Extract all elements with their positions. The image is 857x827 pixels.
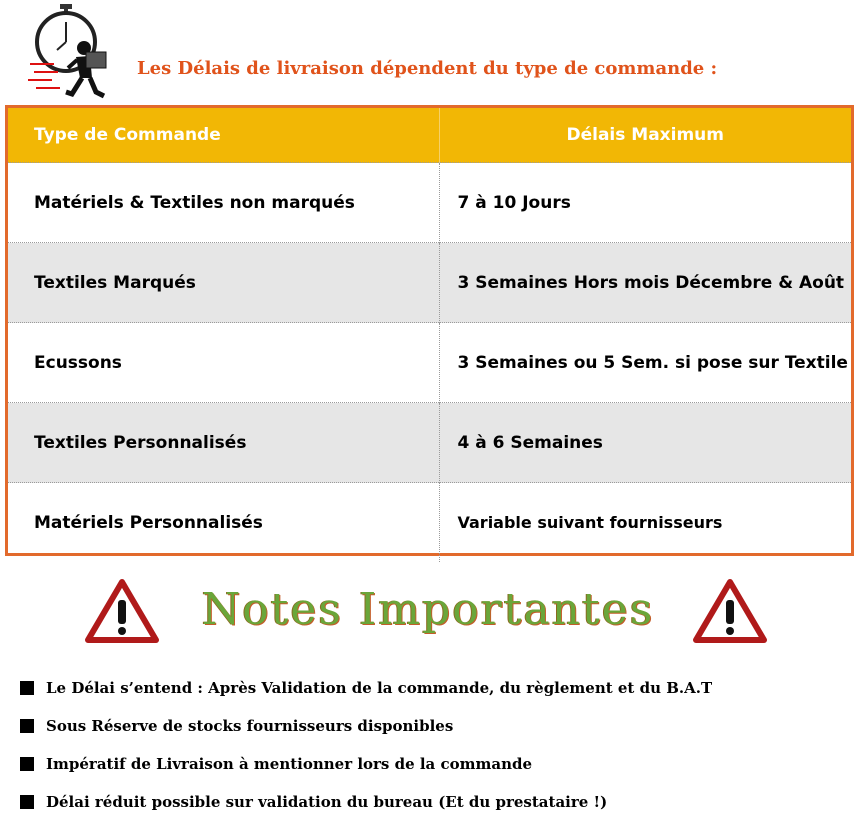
table-row	[8, 483, 851, 563]
courier-stopwatch-icon	[24, 4, 120, 104]
header	[0, 0, 857, 105]
delay-cell: Variable suivant fournisseurs	[439, 483, 851, 563]
table-row	[8, 243, 851, 323]
list-item	[20, 713, 712, 751]
warning-icon	[692, 578, 768, 644]
order-type-cell: Ecussons	[8, 323, 439, 403]
delay-cell: 7 à 10 Jours	[439, 163, 851, 243]
table-row	[8, 163, 851, 243]
notes-title: Notes Importantes	[201, 584, 655, 635]
delivery-table	[5, 105, 854, 556]
note-text: Le Délai s’entend : Après Validation de la commande, du règlement et du B.A.T	[46, 679, 713, 697]
bullet-square-icon	[20, 795, 34, 809]
note-text: Délai réduit possible sur validation du bureau (Et du prestataire !)	[46, 793, 608, 811]
column-header-type: Type de Commande	[8, 108, 439, 163]
bullet-square-icon	[20, 681, 34, 695]
table-row	[8, 323, 851, 403]
order-type-cell: Textiles Marqués	[8, 243, 439, 323]
list-item	[20, 789, 712, 827]
notes-title-banner	[0, 578, 857, 648]
order-type-cell: Matériels Personnalisés	[8, 483, 439, 563]
list-item	[20, 751, 712, 789]
bullet-square-icon	[20, 719, 34, 733]
order-type-cell: Matériels & Textiles non marqués	[8, 163, 439, 243]
delay-cell: 3 Semaines Hors mois Décembre & Août	[439, 243, 851, 323]
note-text: Sous Réserve de stocks fournisseurs disponibles	[46, 717, 454, 735]
table-row	[8, 403, 851, 483]
order-type-cell: Textiles Personnalisés	[8, 403, 439, 483]
column-header-delay: Délais Maximum	[439, 108, 851, 163]
table-header-row	[8, 108, 851, 163]
delay-cell: 3 Semaines ou 5 Sem. si pose sur Textile	[439, 323, 851, 403]
list-item	[20, 675, 712, 713]
note-text: Impératif de Livraison à mentionner lors de la commande	[46, 755, 533, 773]
notes-list	[20, 675, 712, 827]
warning-icon	[84, 578, 160, 644]
headline: Les Délais de livraison dépendent du type de commande :	[137, 58, 718, 79]
bullet-square-icon	[20, 757, 34, 771]
delay-cell: 4 à 6 Semaines	[439, 403, 851, 483]
